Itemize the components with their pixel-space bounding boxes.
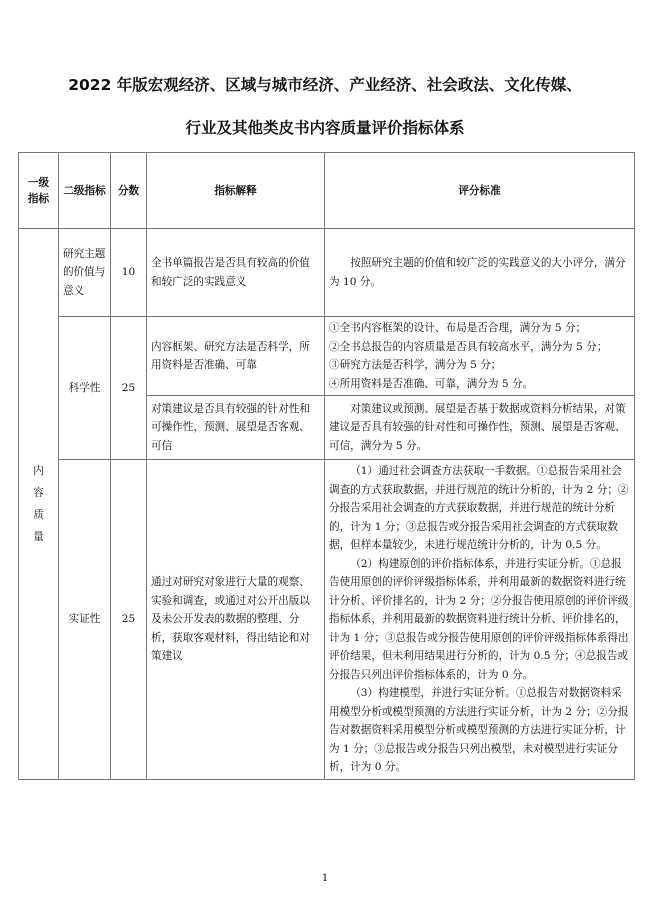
header-score: 分数 bbox=[111, 153, 147, 229]
criteria-topic-text: 按照研究主题的价值和较广泛的实践意义的大小评分，满分为 10 分。 bbox=[329, 257, 626, 288]
level1-content-quality bbox=[19, 229, 59, 780]
document-title-line-1: 2022 年版宏观经济、区域与城市经济、产业经济、社会政法、文化传媒、 bbox=[68, 76, 582, 94]
header-level1: 一级指标 bbox=[19, 153, 59, 229]
criteria-item: ④所用资料是否准确、可靠，满分为 5 分。 bbox=[329, 377, 534, 390]
criteria-scientific-1 bbox=[325, 317, 635, 396]
explanation-topic: 全书单篇报告是否具有较高的价值和较广泛的实践意义 bbox=[147, 229, 325, 317]
level1-char: 内 bbox=[33, 464, 44, 477]
evaluation-table bbox=[18, 152, 635, 780]
table-header-row bbox=[19, 153, 635, 229]
document-title-line-2: 行业及其他类皮书内容质量评价指标体系 bbox=[185, 119, 465, 137]
criteria-item: （2）构建原创的评价指标体系，并进行实证分析。①总报告使用原创的评价评级指标体系，并利用最新的数据资料进行统计分析、评价排名的，计为 2 分；②分报告使用原创的评价评级指标体系，并利用最新的数据资料进行统计分析、评价排名的，计为 1 分；③总报告或分报告使用原创的评价评级指标体系得出评价结果，但未利用结果进行分析的，计为 0.5 分；④总报告或分报告只列出评价指标体系的，计为 0 分。 bbox=[329, 557, 629, 681]
criteria-scientific-2 bbox=[325, 396, 635, 460]
level1-char: 量 bbox=[33, 530, 44, 543]
explanation-scientific-1: 内容框架、研究方法是否科学，所用资料是否准确、可靠 bbox=[147, 317, 325, 396]
header-level2: 二级指标 bbox=[59, 153, 111, 229]
score-empirical: 25 bbox=[111, 460, 147, 780]
table-row bbox=[19, 460, 635, 780]
header-explanation: 指标解释 bbox=[147, 153, 325, 229]
score-scientific: 25 bbox=[111, 317, 147, 460]
score-topic: 10 bbox=[111, 229, 147, 317]
level1-char: 容 bbox=[33, 486, 44, 499]
level2-scientific: 科学性 bbox=[59, 317, 111, 460]
explanation-scientific-2: 对策建议是否具有较强的针对性和可操作性，预测、展望是否客观、可信 bbox=[147, 396, 325, 460]
criteria-scientific-2-text: 对策建议或预测、展望是否基于数据或资料分析结果，对策建议是否具有较强的针对性和可操作性，预测、展望是否客观、可信，满分为 5 分。 bbox=[329, 402, 626, 452]
level2-empirical: 实证性 bbox=[59, 460, 111, 780]
table-row bbox=[19, 229, 635, 317]
criteria-item: ②全书总报告的内容质量是否具有较高水平，满分为 5 分； bbox=[329, 340, 608, 353]
criteria-item: ③研究方法是否科学，满分为 5 分； bbox=[329, 359, 502, 371]
criteria-item: ①全书内容框架的设计、布局是否合理，满分为 5 分； bbox=[329, 322, 587, 334]
criteria-item: （3）构建模型，并进行实证分析。①总报告对数据资料采用模型分析或模型预测的方法进行实证分析，计为 2 分；②分报告对数据资料采用模型分析或模型预测的方法进行实证分析，计为 1 分；③总报告或分报告只列出模型，未对模型进行实证分析，计为 0 分。 bbox=[329, 687, 629, 773]
header-criteria: 评分标准 bbox=[325, 153, 635, 229]
page-number: 1 bbox=[321, 873, 329, 884]
table-row bbox=[19, 317, 635, 396]
criteria-topic bbox=[325, 229, 635, 317]
criteria-item: （1）通过社会调查方法获取一手数据。①总报告采用社会调查的方式获取数据，并进行规范的统计分析的，计为 2 分；②分报告采用社会调查的方式获取数据，并进行规范的统计分析的，计为 1 分；③总报告或分报告采用社会调查的方式获取数据，但样本量较少，未进行规范统计分析的，计为 0.5 分。 bbox=[329, 465, 629, 551]
criteria-empirical bbox=[325, 460, 635, 780]
level2-topic: 研究主题的价值与意义 bbox=[59, 229, 111, 317]
explanation-empirical: 通过对研究对象进行大量的观察、实验和调查，或通过对公开出版以及未公开发表的数据的整理、分析，获取客观材料，得出结论和对策建议 bbox=[147, 460, 325, 780]
level1-char: 质 bbox=[33, 508, 44, 521]
